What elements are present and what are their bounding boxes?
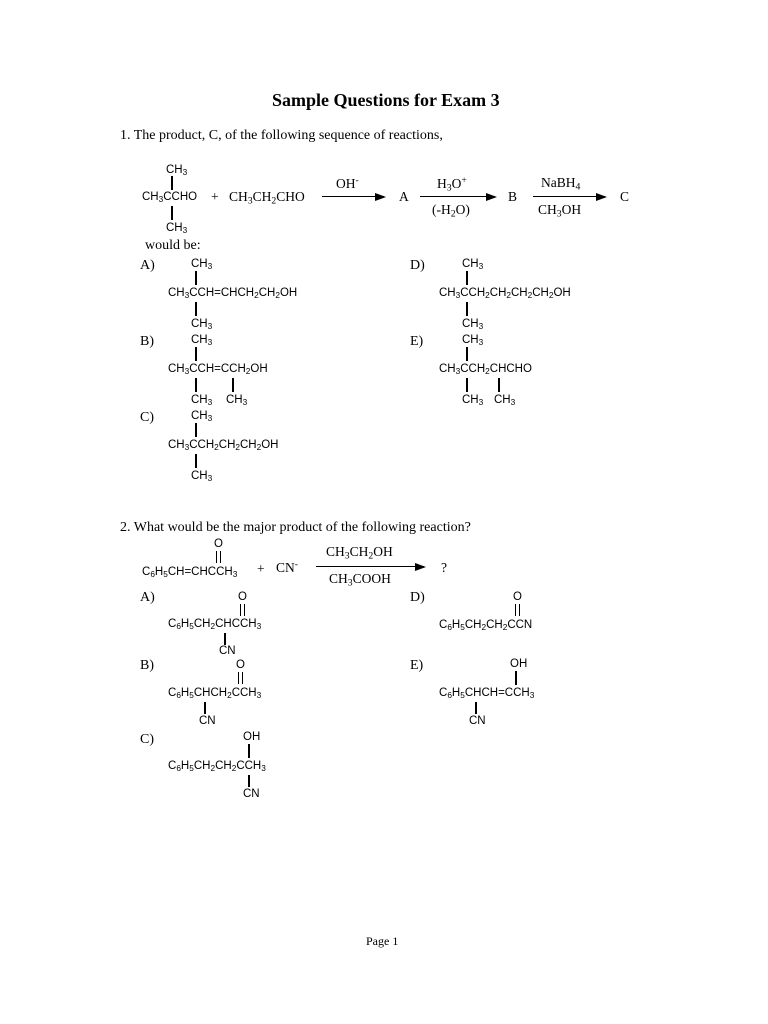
page-number: Page 1 [366, 934, 399, 948]
option-label: C) [140, 732, 154, 747]
q1-step2-reagent-top: $H_3O^+$ [437, 175, 467, 194]
q2-reagent: CN- [276, 559, 299, 575]
bond-line [195, 271, 197, 285]
bond-line [204, 702, 206, 714]
option-label: C) [140, 410, 154, 425]
option-bottom-group-2: $CH_3$ [226, 394, 248, 408]
option-bottom-group: CN [199, 715, 216, 727]
page-title: Sample Questions for Exam 3 [272, 90, 500, 110]
option-top-group: $CH_3$ [462, 334, 484, 348]
q1-plus: + [211, 189, 219, 204]
q1-intermediate-b: B [508, 189, 518, 204]
bond-line [195, 302, 197, 316]
option-main-chain: $C_6H_5CHCH_2CCH_3$ [168, 687, 262, 701]
option-label: D) [410, 258, 425, 273]
option-top-group: O [238, 591, 247, 603]
q2-reactant-main: $C_6H_5CH=CHCCH_3$ [142, 566, 238, 580]
option-label: B) [140, 334, 154, 349]
option-bottom-group: CN [469, 715, 486, 727]
option-bottom-group: CN [219, 645, 236, 657]
reaction-arrow [316, 566, 424, 567]
option-label: D) [410, 590, 425, 605]
q1-product: C [620, 189, 630, 204]
option-top-group: OH [510, 658, 528, 670]
option-label: B) [140, 658, 154, 673]
option-bottom-group-1: $CH_3$ [462, 394, 484, 408]
option-main-chain: $CH_3CCH=CCH_2OH$ [168, 363, 268, 377]
question-2-prompt: 2. What would be the major product of the following reaction? [120, 520, 471, 535]
double-bond [240, 604, 245, 616]
bond-line [195, 454, 197, 468]
option-main-chain: $CH_3CCH_2CH_2CH_2OH$ [168, 439, 279, 453]
option-bottom-group: $CH_3$ [191, 318, 213, 332]
q1-step3-reagent-top: NaBH$_4$ [541, 175, 581, 193]
option-label: E) [410, 658, 424, 673]
q2-arrow-top: $CH_3CH_2OH$ [326, 544, 393, 562]
bond-line [171, 176, 173, 190]
bond-line [466, 302, 468, 316]
q2-arrow-bottom: $CH_3COOH$ [329, 571, 391, 589]
option-main-chain: $C_6H_5CHCH=CCH_3$ [439, 687, 535, 701]
option-bottom-group: CN [243, 788, 260, 800]
q1-reactant-2: $CH_3CH_2CHO$ [229, 189, 305, 207]
option-main-chain: $C_6H_5CH_2CHCCH_3$ [168, 618, 262, 632]
question-1-prompt: 1. The product, C, of the following sequence of reactions, [120, 128, 443, 143]
double-bond [515, 604, 520, 616]
bond-line [232, 378, 234, 392]
carbonyl-oxygen: O [214, 538, 223, 550]
option-label: A) [140, 258, 155, 273]
reaction-arrow [533, 196, 605, 197]
reaction-arrow [322, 196, 384, 197]
bond-line [466, 271, 468, 285]
q1-step1-reagent: OH- [336, 175, 359, 191]
bond-line [248, 744, 250, 758]
bond-line [466, 347, 468, 361]
bond-line [515, 671, 517, 685]
q1-step2-reagent-bottom: $(-H_2O)$ [432, 202, 470, 220]
option-top-group: $CH_3$ [191, 410, 213, 424]
q1-reactant-1-bottom: $CH_3$ [166, 222, 188, 236]
option-label: A) [140, 590, 155, 605]
option-top-group: $CH_3$ [462, 258, 484, 272]
option-main-chain: $C_6H_5CH_2CH_2CCN$ [439, 619, 533, 633]
bond-line [248, 775, 250, 787]
bond-line [195, 378, 197, 392]
bond-line [195, 423, 197, 437]
option-bottom-group-2: $CH_3$ [494, 394, 516, 408]
q1-step3-reagent-bottom: $CH_3OH$ [538, 202, 582, 220]
option-top-group: O [236, 659, 245, 671]
option-main-chain: $CH_3CCH_2CHCHO$ [439, 363, 532, 377]
option-top-group: OH [243, 731, 261, 743]
option-top-group: $CH_3$ [191, 258, 213, 272]
option-main-chain: $CH_3CCH_2CH_2CH_2CH_2OH$ [439, 287, 571, 301]
option-top-group: O [513, 591, 522, 603]
bond-line [466, 378, 468, 392]
q2-product: ? [441, 560, 447, 575]
q1-would-be: would be: [145, 238, 201, 253]
q2-plus: + [257, 561, 265, 576]
option-bottom-group: $CH_3$ [462, 318, 484, 332]
bond-line [171, 206, 173, 220]
double-bond [216, 551, 221, 563]
option-main-chain: $C_6H_5CH_2CH_2CCH_3$ [168, 760, 266, 774]
option-bottom-group-1: $CH_3$ [191, 394, 213, 408]
bond-line [195, 347, 197, 361]
double-bond [238, 672, 243, 684]
option-label: E) [410, 334, 424, 349]
bond-line [498, 378, 500, 392]
reaction-arrow [420, 196, 495, 197]
option-bottom-group: $CH_3$ [191, 470, 213, 484]
q1-intermediate-a: A [399, 189, 409, 204]
q1-reactant-1-top: $CH_3$ [166, 164, 188, 178]
option-main-chain: $CH_3CCH=CHCH_2CH_2OH$ [168, 287, 298, 301]
bond-line [475, 702, 477, 714]
q1-reactant-1-main: $CH_3CCHO$ [142, 191, 198, 205]
option-top-group: $CH_3$ [191, 334, 213, 348]
